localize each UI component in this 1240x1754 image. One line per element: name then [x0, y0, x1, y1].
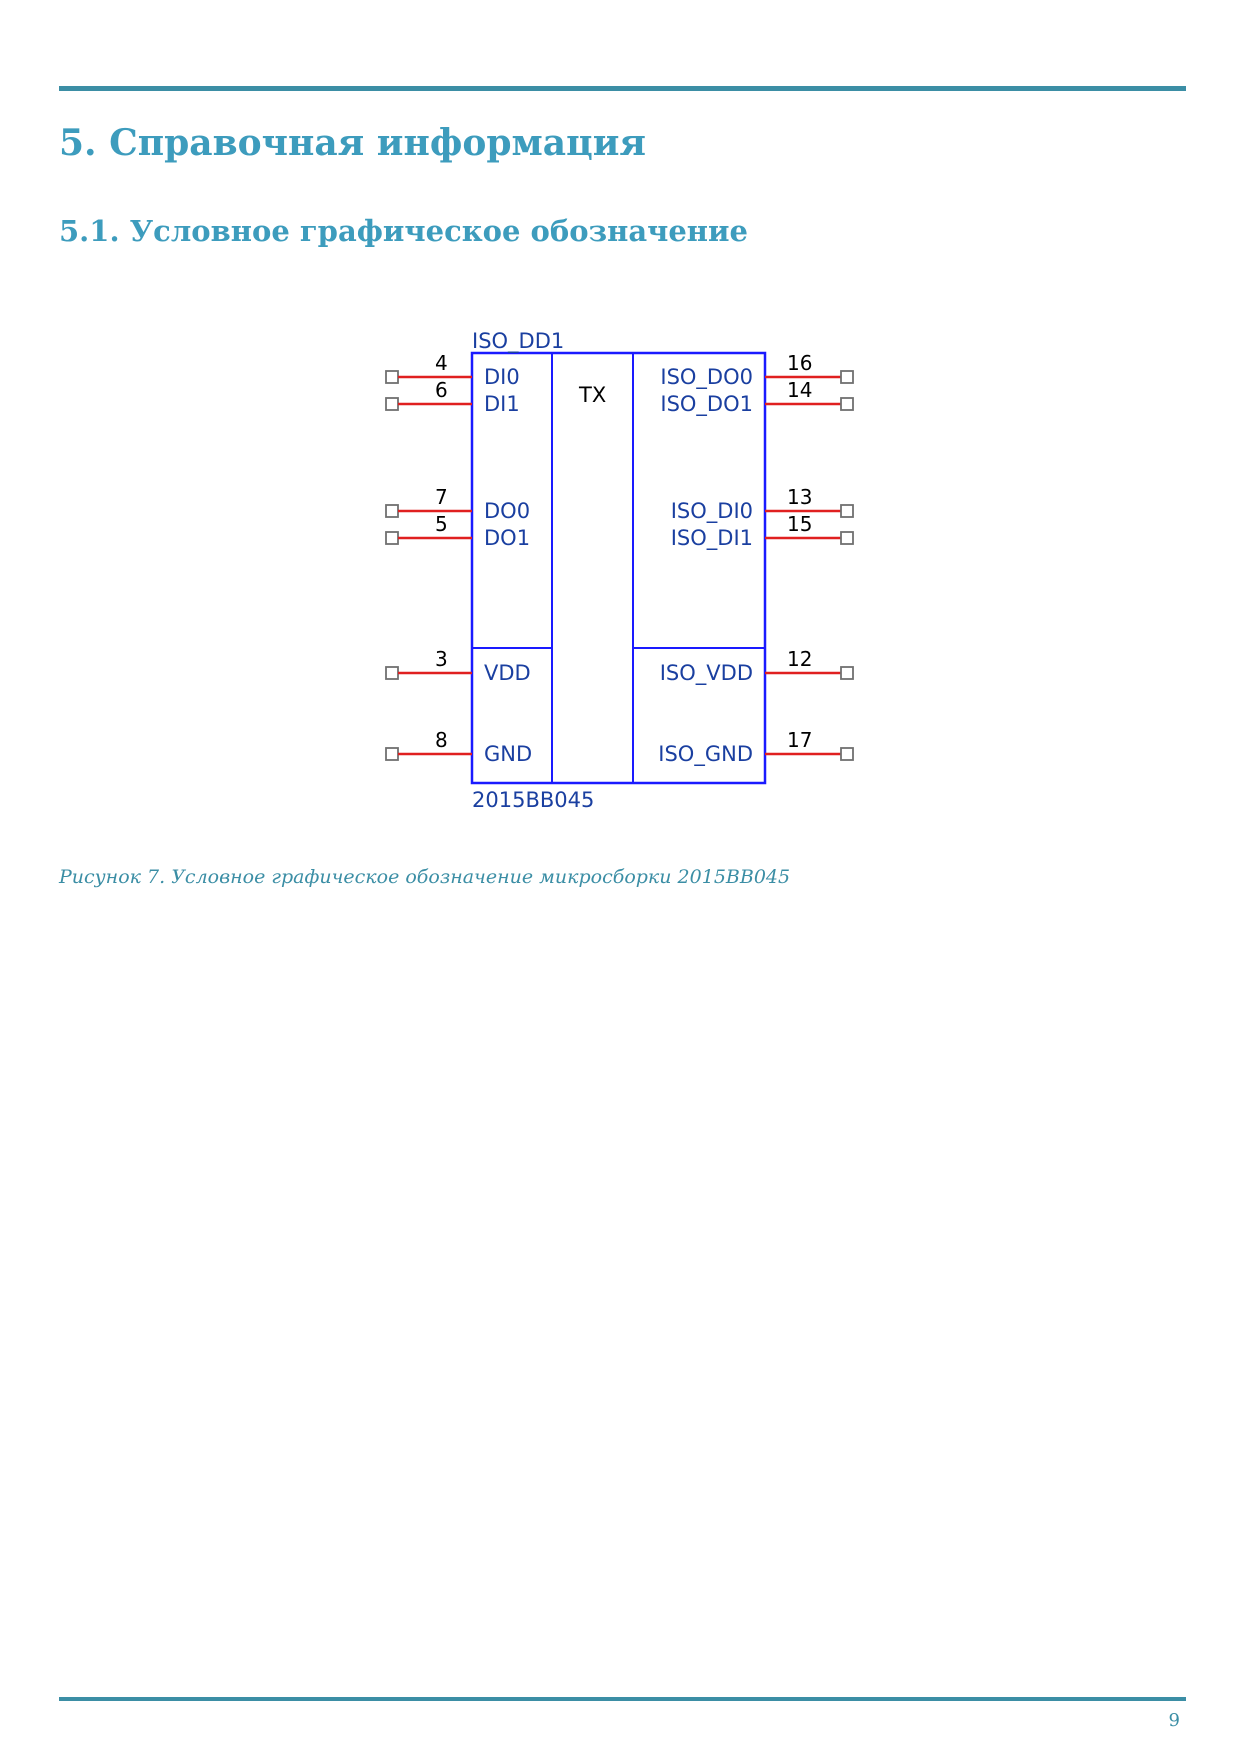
- pin-name: GND: [484, 742, 533, 766]
- pin-number: 7: [435, 485, 448, 509]
- pin-number: 5: [435, 512, 448, 536]
- pad-icon: [841, 667, 853, 679]
- pin-number: 16: [787, 351, 813, 375]
- pin-number: 13: [787, 485, 813, 509]
- pin-number: 4: [435, 351, 448, 375]
- right-pin-iso-di0: [671, 485, 853, 524]
- footer-rule: [59, 1697, 1186, 1701]
- pad-icon: [386, 748, 398, 760]
- pin-name: DO1: [484, 526, 531, 550]
- pin-name: ISO_DI1: [670, 526, 753, 550]
- pin-name: ISO_GND: [658, 742, 753, 766]
- symbol-body: [472, 353, 765, 783]
- pin-name: VDD: [484, 661, 531, 685]
- subsection-title: 5.1. Условное графическое обозначение: [59, 214, 748, 248]
- pin-number: 8: [435, 728, 448, 752]
- pin-name: ISO_VDD: [659, 661, 753, 685]
- right-pin-iso-do0: [660, 351, 853, 390]
- pin-number: 6: [435, 378, 448, 402]
- part-number: 2015BB045: [472, 788, 595, 812]
- pin-name: ISO_DI0: [670, 499, 753, 523]
- pad-icon: [386, 505, 398, 517]
- pad-icon: [841, 532, 853, 544]
- pad-icon: [841, 748, 853, 760]
- schematic-symbol: [375, 320, 865, 815]
- pin-name: ISO_DO1: [660, 392, 753, 416]
- schematic-figure: [375, 320, 865, 815]
- pad-icon: [386, 532, 398, 544]
- left-pin-gnd: [386, 728, 532, 766]
- pin-name: DI0: [484, 365, 520, 389]
- pad-icon: [841, 505, 853, 517]
- pad-icon: [386, 371, 398, 383]
- pin-number: 3: [435, 647, 448, 671]
- center-label: TX: [579, 383, 607, 407]
- header-rule: [59, 86, 1186, 91]
- page-number: 9: [1168, 1710, 1180, 1731]
- pin-number: 14: [787, 378, 813, 402]
- pad-icon: [841, 398, 853, 410]
- left-pin-do0: [386, 485, 530, 523]
- pin-name: DI1: [484, 392, 520, 416]
- section-title: 5. Справочная информация: [59, 122, 646, 164]
- right-pin-iso-gnd: [658, 728, 853, 767]
- pin-number: 17: [787, 728, 813, 752]
- ref-designator: ISO_DD1: [472, 329, 565, 353]
- pad-icon: [386, 667, 398, 679]
- pin-number: 12: [787, 647, 813, 671]
- pad-icon: [841, 371, 853, 383]
- pin-name: DO0: [484, 499, 531, 523]
- left-pin-di0: [386, 351, 520, 389]
- figure-caption: Рисунок 7. Условное графическое обозначение микросборки 2015BB045: [59, 866, 791, 888]
- pad-icon: [386, 398, 398, 410]
- pin-name: ISO_DO0: [660, 365, 753, 389]
- right-pin-iso-vdd: [660, 647, 853, 686]
- pin-number: 15: [787, 512, 813, 536]
- left-pin-vdd: [386, 647, 531, 685]
